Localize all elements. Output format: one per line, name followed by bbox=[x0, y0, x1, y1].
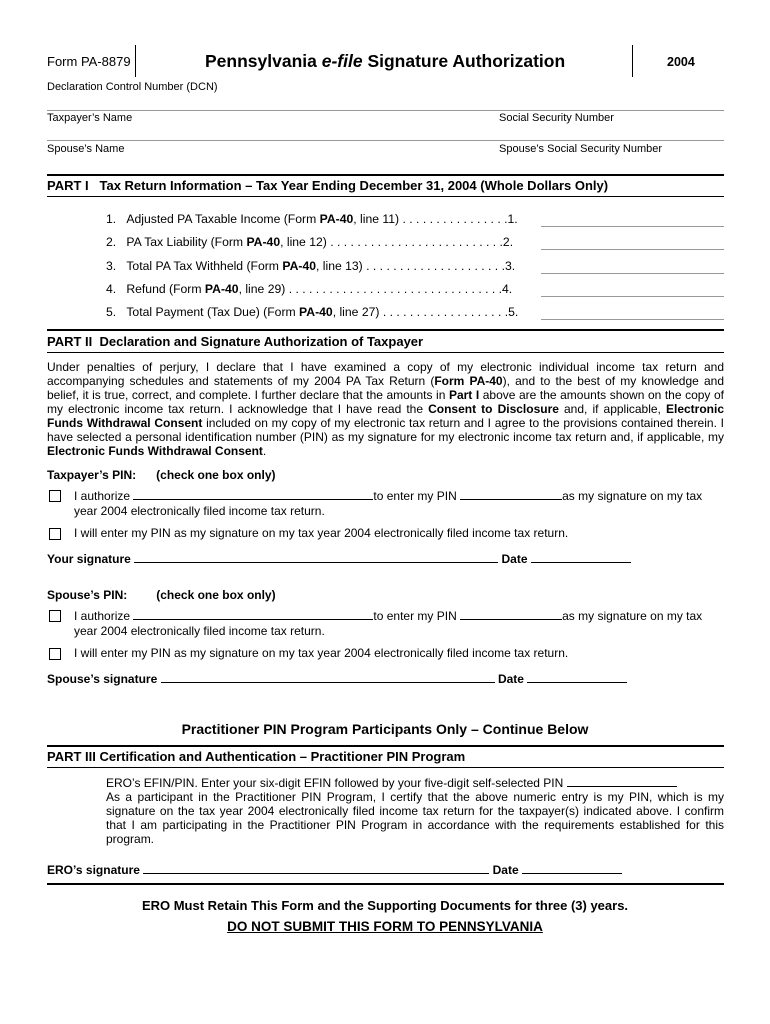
part3-heading-rule bbox=[47, 767, 724, 768]
spouse-date-field[interactable] bbox=[527, 671, 627, 683]
part3-heading: PART III Certification and Authentication – Practitioner PIN Program bbox=[47, 749, 466, 764]
part2-heading: PART II Declaration and Signature Authorization of Taxpayer bbox=[47, 334, 424, 349]
spouse-pin-field[interactable] bbox=[460, 608, 562, 620]
spouse-authorize-year: year 2004 electronically filed income tax return. bbox=[74, 624, 325, 638]
retain-notice: ERO Must Retain This Form and the Supporting Documents for three (3) years. bbox=[141, 898, 629, 913]
ssn-label: Social Security Number bbox=[499, 112, 614, 124]
taxpayer-pin-field[interactable] bbox=[460, 488, 562, 500]
part3-top-rule bbox=[47, 745, 724, 747]
dcn-line[interactable] bbox=[47, 110, 724, 111]
spouse-signature-row: Spouse’s signature Date bbox=[47, 671, 627, 686]
header-divider-left bbox=[135, 45, 136, 77]
spouse-name-label: Spouse’s Name bbox=[47, 143, 125, 155]
taxpayer-self-enter-text: I will enter my PIN as my signature on my tax year 2004 electronically filed income tax return. bbox=[74, 526, 569, 540]
do-not-submit-notice: DO NOT SUBMIT THIS FORM TO PENNSYLVANIA bbox=[227, 919, 543, 934]
taxpayer-date-field[interactable] bbox=[531, 551, 631, 563]
spouse-self-enter-checkbox[interactable] bbox=[49, 648, 61, 660]
line-2-entry[interactable] bbox=[541, 249, 724, 250]
part1-heading: PART I Tax Return Information – Tax Year Ending December 31, 2004 (Whole Dollars Only) bbox=[47, 178, 609, 193]
taxpayer-name-label: Taxpayer’s Name bbox=[47, 112, 133, 124]
efin-pin-field[interactable] bbox=[567, 775, 677, 787]
line-5-entry[interactable] bbox=[541, 319, 724, 320]
ero-signature-row: ERO’s signature Date bbox=[47, 862, 622, 877]
tax-year: 2004 bbox=[667, 55, 695, 69]
efin-row: ERO’s EFIN/PIN. Enter your six-digit EFIN followed by your five-digit self-selected PIN bbox=[106, 775, 677, 790]
ero-signature-field[interactable] bbox=[143, 862, 489, 874]
part2-top-rule bbox=[47, 329, 724, 331]
part1-item-1: 1. Adjusted PA Taxable Income (Form PA-40, line 11) . . . . . . . . . . . . . . . .1. bbox=[106, 212, 518, 226]
form-title: Pennsylvania e-file Signature Authorization bbox=[205, 51, 566, 71]
part1-item-5: 5. Total Payment (Tax Due) (Form PA-40, line 27) . . . . . . . . . . . . . . . . . . .5. bbox=[106, 305, 519, 319]
form-id: Form PA-8879 bbox=[47, 54, 131, 69]
spouse-signature-field[interactable] bbox=[161, 671, 495, 683]
taxpayer-authorize-checkbox[interactable] bbox=[49, 490, 61, 502]
practitioner-heading: Practitioner PIN Program Participants Only – Continue Below bbox=[181, 721, 589, 737]
part3-certification: As a participant in the Practitioner PIN Program, I certify that the above numeric entry is my PIN, which is my signature on the tax year 2004 electronically filed income tax return for the taxpayer(s) indicated above. I confirm that I am participating in the Practitioner PIN Program in accordance with the requirements established for this program. bbox=[106, 790, 724, 846]
taxpayer-authorize-year: year 2004 electronically filed income tax return. bbox=[74, 504, 325, 518]
ero-date-field[interactable] bbox=[522, 862, 622, 874]
declaration-paragraph: Under penalties of perjury, I declare that I have examined a copy of my electronic individual income tax return and accompanying schedules and statements of my 2004 PA Tax Return (Form PA-40), and to the best of my knowledge and belief, it is true, correct, and complete. I further declare that the amounts in Part I above are the amounts shown on the copy of my electronic income tax return. I acknowledge that I have read the Consent to Disclosure and, if applicable, Electronic Funds Withdrawal Consent included on my copy of my electronic tax return and I agree to the provisions contained therein. I have selected a personal identification number (PIN) as my signature for my electronic income tax return and, if applicable, my Electronic Funds Withdrawal Consent. bbox=[47, 360, 725, 458]
taxpayer-ero-name-field[interactable] bbox=[133, 488, 373, 500]
taxpayer-name-line[interactable] bbox=[47, 140, 724, 141]
spouse-authorize-checkbox[interactable] bbox=[49, 610, 61, 622]
spouse-pin-heading: Spouse’s PIN: (check one box only) bbox=[47, 588, 276, 602]
part1-item-2: 2. PA Tax Liability (Form PA-40, line 12) . . . . . . . . . . . . . . . . . . . . . . . . . .2. bbox=[106, 235, 514, 249]
part1-top-rule bbox=[47, 174, 724, 176]
header-divider-right bbox=[632, 45, 633, 77]
spouse-authorize-text: I authorize to enter my PIN as my signature on my tax bbox=[74, 609, 703, 623]
line-1-entry[interactable] bbox=[541, 226, 724, 227]
part1-heading-rule bbox=[47, 196, 724, 197]
taxpayer-signature-row: Your signature Date bbox=[47, 551, 631, 566]
part2-heading-rule bbox=[47, 352, 724, 353]
taxpayer-self-enter-checkbox[interactable] bbox=[49, 528, 61, 540]
line-4-entry[interactable] bbox=[541, 296, 724, 297]
spouse-self-enter-text: I will enter my PIN as my signature on my tax year 2004 electronically filed income tax return. bbox=[74, 646, 569, 660]
part1-item-4: 4. Refund (Form PA-40, line 29) . . . . . . . . . . . . . . . . . . . . . . . . . . . . . . . .4. bbox=[106, 282, 513, 296]
taxpayer-pin-heading: Taxpayer’s PIN: (check one box only) bbox=[47, 468, 276, 482]
part1-item-3: 3. Total PA Tax Withheld (Form PA-40, line 13) . . . . . . . . . . . . . . . . . . . . .3. bbox=[106, 259, 516, 273]
part3-bottom-rule bbox=[47, 883, 724, 885]
dcn-label: Declaration Control Number (DCN) bbox=[47, 81, 218, 93]
taxpayer-signature-field[interactable] bbox=[134, 551, 498, 563]
spouse-ssn-label: Spouse’s Social Security Number bbox=[499, 143, 663, 155]
line-3-entry[interactable] bbox=[541, 273, 724, 274]
spouse-ero-name-field[interactable] bbox=[133, 608, 373, 620]
taxpayer-authorize-text: I authorize to enter my PIN as my signature on my tax bbox=[74, 489, 703, 503]
